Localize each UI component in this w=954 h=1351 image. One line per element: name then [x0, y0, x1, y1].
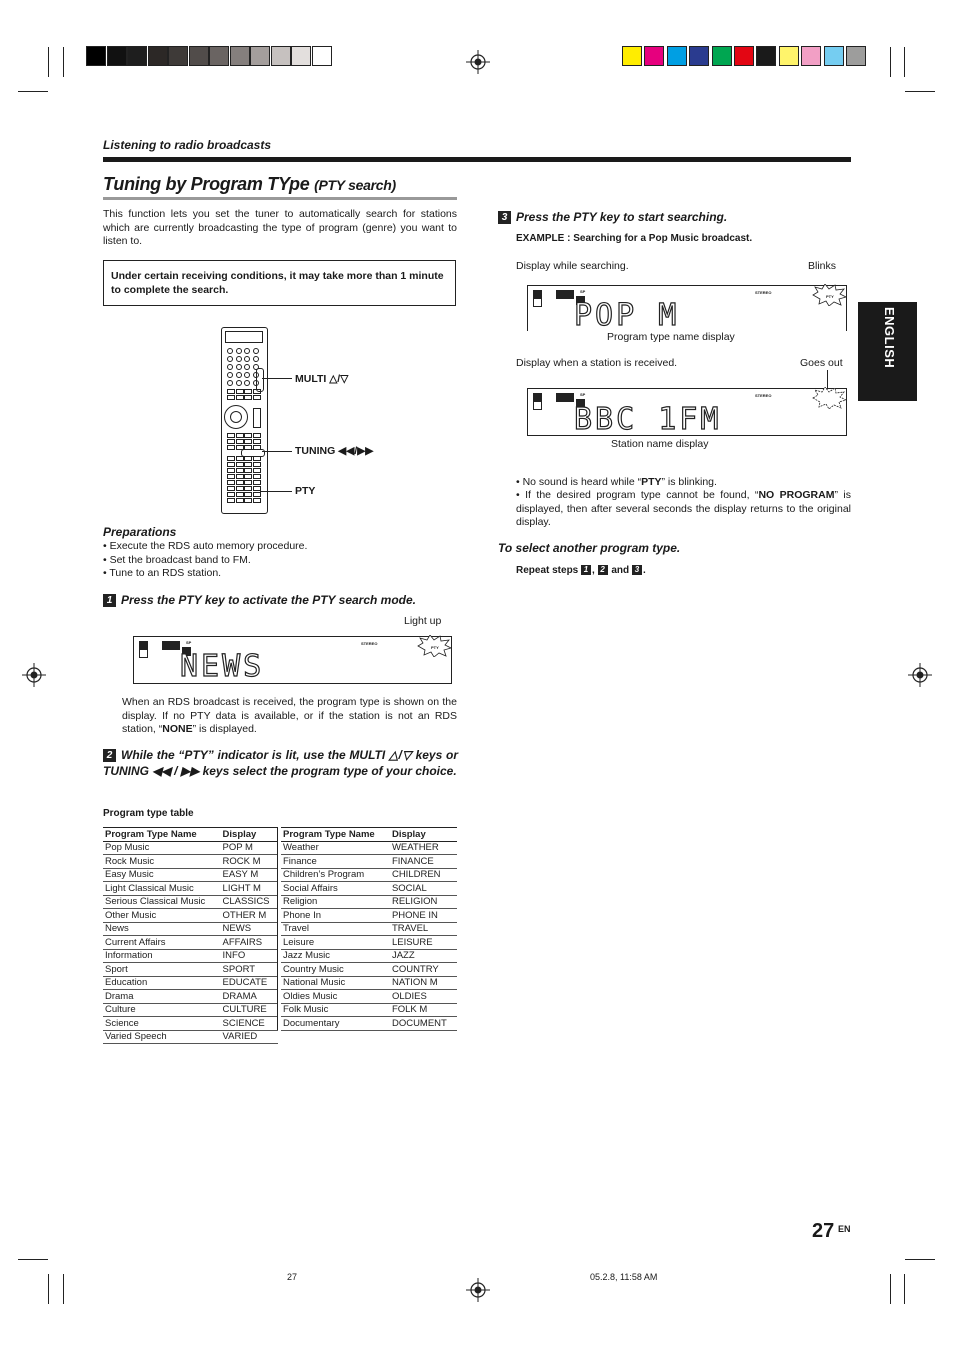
program-type-name: Current Affairs — [103, 936, 221, 950]
color-swatch — [644, 46, 664, 66]
lcd-text: BBC 1FM — [574, 402, 722, 437]
program-type-display: POP M — [221, 841, 278, 855]
gray-swatch — [291, 46, 311, 66]
step3-heading: 3 Press the PTY key to start searching. — [498, 210, 727, 224]
stereo-indicator: STEREO — [755, 393, 772, 398]
program-type-name: Social Affairs — [281, 882, 390, 896]
remote-button — [227, 480, 235, 485]
remote-button — [244, 462, 252, 467]
remote-button — [253, 480, 261, 485]
remote-button — [236, 498, 244, 503]
color-swatch — [689, 46, 709, 66]
remote-button — [227, 445, 235, 450]
gray-swatch — [127, 46, 147, 66]
gray-swatch — [230, 46, 250, 66]
remote-button — [227, 364, 233, 370]
table-row — [103, 976, 278, 990]
table-row — [281, 895, 457, 909]
program-type-name: Pop Music — [103, 841, 221, 855]
program-type-display: SCIENCE — [221, 1017, 278, 1031]
program-type-name: Science — [103, 1017, 221, 1031]
program-type-display: LIGHT M — [221, 882, 278, 896]
page-language: EN — [838, 1224, 851, 1234]
registration-mark-icon — [466, 50, 490, 74]
section-rule — [103, 157, 851, 162]
remote-button — [236, 439, 244, 444]
program-type-display: TRAVEL — [390, 922, 457, 936]
table-row — [103, 1003, 278, 1017]
pty-key-label: PTY — [295, 485, 316, 497]
tuning-key-label: TUNING ◀◀/▶▶ — [295, 445, 374, 457]
table-row — [281, 909, 457, 923]
table-header-row: Program Type Name Display — [103, 828, 278, 842]
remote-button — [236, 462, 244, 467]
remote-button — [253, 439, 261, 444]
remote-button — [236, 364, 242, 370]
preparation-item: • Tune to an RDS station. — [103, 567, 222, 579]
program-type-name: Travel — [281, 922, 390, 936]
table-caption: Program type table — [103, 808, 194, 819]
goes-out-annotation: Goes out — [800, 357, 843, 369]
table-row — [103, 909, 278, 923]
table-row — [281, 1003, 457, 1017]
program-type-name: Leisure — [281, 936, 390, 950]
remote-button — [244, 372, 250, 378]
program-type-display: SPORT — [221, 963, 278, 977]
program-type-display: WEATHER — [390, 841, 457, 855]
step1-heading: 1 Press the PTY key to activate the PTY search mode. — [103, 593, 416, 607]
step-number-badge: 3 — [498, 211, 511, 224]
table-row — [103, 990, 278, 1004]
program-type-name: Serious Classical Music — [103, 895, 221, 909]
program-type-name: Culture — [103, 1003, 221, 1017]
sp-indicator: SP — [580, 289, 586, 294]
preparations-heading: Preparations — [103, 525, 177, 539]
program-type-name: Education — [103, 976, 221, 990]
remote-button — [236, 356, 242, 362]
remote-button — [244, 480, 252, 485]
table-row — [281, 841, 457, 855]
remote-button — [244, 364, 250, 370]
table-row — [103, 1017, 278, 1031]
remote-button — [236, 372, 242, 378]
step-number-badge: 2 — [103, 749, 116, 762]
table-row — [281, 949, 457, 963]
program-type-name: Documentary — [281, 1017, 390, 1031]
program-type-name: Phone In — [281, 909, 390, 923]
remote-button — [236, 433, 244, 438]
remote-button — [236, 348, 242, 354]
multi-key-label: MULTI △/▽ — [295, 373, 349, 385]
remote-button — [253, 462, 261, 467]
lcd-display-pop-m — [527, 285, 847, 331]
remote-button — [244, 498, 252, 503]
remote-button — [244, 468, 252, 473]
footer-timestamp: 05.2.8, 11:58 AM — [590, 1272, 658, 1282]
program-type-name: Country Music — [281, 963, 390, 977]
remote-button — [227, 439, 235, 444]
table-row — [103, 922, 278, 936]
program-type-name: Oldies Music — [281, 990, 390, 1004]
remote-button — [227, 492, 235, 497]
table-row — [103, 855, 278, 869]
program-type-table-right — [281, 827, 457, 1031]
preparation-item: • Set the broadcast band to FM. — [103, 554, 251, 566]
table-row — [281, 936, 457, 950]
gray-swatch — [250, 46, 270, 66]
remote-button — [227, 486, 235, 491]
lcd-text: NEWS — [180, 649, 265, 684]
stereo-indicator: STEREO — [755, 290, 772, 295]
color-swatch — [667, 46, 687, 66]
program-type-name: Sport — [103, 963, 221, 977]
registration-mark-icon — [908, 663, 932, 687]
table-row — [103, 1030, 278, 1044]
program-type-caption: Program type name display — [607, 331, 735, 343]
program-type-display: JAZZ — [390, 949, 457, 963]
program-type-display: OTHER M — [221, 909, 278, 923]
sp-indicator: SP — [580, 392, 586, 397]
program-type-table-left — [103, 827, 278, 1044]
program-type-display: LEISURE — [390, 936, 457, 950]
program-type-display: EASY M — [221, 868, 278, 882]
program-type-name: Jazz Music — [281, 949, 390, 963]
remote-button — [244, 433, 252, 438]
sp-indicator: SP — [186, 640, 192, 645]
remote-button — [253, 468, 261, 473]
language-side-tab — [858, 302, 917, 401]
color-swatch — [846, 46, 866, 66]
remote-button — [236, 380, 242, 386]
tuning-leader-line — [262, 451, 292, 452]
program-type-display: FINANCE — [390, 855, 457, 869]
gray-swatch — [271, 46, 291, 66]
gray-swatch — [107, 46, 127, 66]
remote-button — [236, 389, 244, 394]
gray-swatch — [189, 46, 209, 66]
table-row — [281, 922, 457, 936]
pty-leader-line — [260, 491, 292, 492]
program-type-name: Light Classical Music — [103, 882, 221, 896]
program-type-name: Varied Speech — [103, 1030, 221, 1044]
note-box: Under certain receiving conditions, it may take more than 1 minute to complete the search. — [103, 260, 456, 306]
remote-button — [227, 356, 233, 362]
program-type-display: COUNTRY — [390, 963, 457, 977]
light-up-annotation: Light up — [404, 615, 442, 627]
bullet-item: • No sound is heard while “PTY” is blinking. — [516, 476, 717, 488]
program-type-name: Drama — [103, 990, 221, 1004]
program-type-name: Information — [103, 949, 221, 963]
remote-button — [227, 498, 235, 503]
table-row — [103, 949, 278, 963]
another-type-heading: To select another program type. — [498, 541, 681, 555]
table-row — [281, 882, 457, 896]
program-type-display: DRAMA — [221, 990, 278, 1004]
table-divider — [277, 827, 278, 1030]
remote-button — [236, 395, 244, 400]
remote-button — [253, 348, 259, 354]
color-swatch — [779, 46, 799, 66]
remote-button — [227, 462, 235, 467]
program-type-name: Children’s Program — [281, 868, 390, 882]
color-swatch — [801, 46, 821, 66]
program-type-name: Religion — [281, 895, 390, 909]
color-swatch — [824, 46, 844, 66]
program-type-display: DOCUMENT — [390, 1017, 457, 1031]
remote-button — [253, 474, 261, 479]
lcd-text: POP M — [574, 298, 680, 333]
remote-button — [236, 480, 244, 485]
table-row — [103, 882, 278, 896]
table-row — [281, 855, 457, 869]
footer-page-number: 27 — [287, 1272, 298, 1282]
title-underline — [103, 197, 457, 200]
remote-button — [253, 492, 261, 497]
remote-button — [227, 468, 235, 473]
remote-button — [244, 474, 252, 479]
intro-text: This function lets you set the tuner to automatically search for stations which are currently broadcasting the type of program (genre) you want to listen to. — [103, 208, 457, 247]
lcd-display-bbc-1fm — [527, 388, 847, 436]
language-side-tab-label: ENGLISH — [882, 307, 897, 369]
remote-button — [244, 486, 252, 491]
registration-mark-icon — [466, 1278, 490, 1302]
table-row — [103, 841, 278, 855]
program-type-display: RELIGION — [390, 895, 457, 909]
color-swatch — [756, 46, 776, 66]
remote-button — [244, 395, 252, 400]
step-number-badge: 1 — [103, 594, 116, 607]
lcd-display-news — [133, 636, 452, 684]
remote-control-illustration — [221, 327, 268, 514]
remote-button — [253, 395, 261, 400]
remote-button — [244, 492, 252, 497]
blinks-annotation: Blinks — [808, 260, 837, 272]
bullet-item: • If the desired program type cannot be found, “NO PROGRAM” is displayed, then after several seconds the display returns to the original display. — [516, 489, 852, 528]
table-row — [103, 868, 278, 882]
table-row — [103, 895, 278, 909]
remote-button — [227, 456, 235, 461]
remote-button — [227, 395, 235, 400]
program-type-display: FOLK M — [390, 1003, 457, 1017]
pty-off-burst-icon — [811, 387, 847, 409]
gray-swatch — [86, 46, 106, 66]
preparation-item: • Execute the RDS auto memory procedure. — [103, 540, 308, 552]
table-row — [103, 963, 278, 977]
pty-indicator: PTY — [431, 645, 439, 650]
remote-button — [227, 380, 233, 386]
color-swatch — [734, 46, 754, 66]
remote-button — [244, 439, 252, 444]
multi-leader-line — [262, 378, 292, 379]
pty-indicator: PTY — [826, 294, 834, 299]
program-type-name: Other Music — [103, 909, 221, 923]
remote-button — [244, 389, 252, 394]
table-header-row: Program Type Name Display — [281, 828, 457, 842]
remote-button — [227, 348, 233, 354]
remote-button — [227, 389, 235, 394]
program-type-display: CLASSICS — [221, 895, 278, 909]
page-title: Tuning by Program TYpe (PTY search) — [103, 174, 396, 194]
multi-key-highlight — [256, 368, 264, 392]
stereo-indicator: STEREO — [361, 641, 378, 646]
program-type-display: EDUCATE — [221, 976, 278, 990]
program-type-name: Easy Music — [103, 868, 221, 882]
remote-button — [253, 498, 261, 503]
searching-label: Display while searching. — [516, 260, 629, 272]
received-label: Display when a station is received. — [516, 357, 678, 369]
gray-swatch — [148, 46, 168, 66]
remote-button — [227, 433, 235, 438]
remote-button — [236, 492, 244, 497]
program-type-display: INFO — [221, 949, 278, 963]
color-swatch — [622, 46, 642, 66]
table-row — [281, 990, 457, 1004]
program-type-display: PHONE IN — [390, 909, 457, 923]
table-row — [281, 963, 457, 977]
step2-heading: 2 While the “PTY” indicator is lit, use the MULTI △/▽ keys or TUNING ◀◀ / ▶▶ keys select the program type of your choice. — [103, 748, 458, 778]
remote-button — [236, 486, 244, 491]
step1-body: When an RDS broadcast is received, the program type is shown on the display. If no PTY data is available, or if the station is not an RDS station, “NONE” is displayed. — [122, 696, 457, 735]
station-name-caption: Station name display — [611, 438, 709, 450]
table-row — [281, 868, 457, 882]
remote-button — [236, 474, 244, 479]
registration-mark-icon — [22, 663, 46, 687]
remote-button — [227, 372, 233, 378]
remote-button — [227, 474, 235, 479]
remote-button — [244, 380, 250, 386]
color-swatch — [712, 46, 732, 66]
gray-swatch — [168, 46, 188, 66]
program-type-name: Folk Music — [281, 1003, 390, 1017]
remote-button — [244, 348, 250, 354]
page-number: 27 — [812, 1220, 835, 1242]
remote-button — [253, 433, 261, 438]
program-type-display: AFFAIRS — [221, 936, 278, 950]
table-row — [281, 976, 457, 990]
program-type-name: Rock Music — [103, 855, 221, 869]
table-row — [281, 1017, 457, 1031]
program-type-name: National Music — [281, 976, 390, 990]
remote-button — [253, 356, 259, 362]
remote-button — [244, 356, 250, 362]
gray-swatch — [209, 46, 229, 66]
section-title: Listening to radio broadcasts — [103, 138, 272, 152]
program-type-name: News — [103, 922, 221, 936]
program-type-display: SOCIAL — [390, 882, 457, 896]
program-type-name: Finance — [281, 855, 390, 869]
program-type-display: NATION M — [390, 976, 457, 990]
table-row — [103, 936, 278, 950]
program-type-display: ROCK M — [221, 855, 278, 869]
program-type-display: OLDIES — [390, 990, 457, 1004]
program-type-display: CULTURE — [221, 1003, 278, 1017]
program-type-name: Weather — [281, 841, 390, 855]
program-type-display: CHILDREN — [390, 868, 457, 882]
example-label: EXAMPLE : Searching for a Pop Music broadcast. — [516, 233, 753, 244]
program-type-display: NEWS — [221, 922, 278, 936]
program-type-display: VARIED — [221, 1030, 278, 1044]
repeat-steps-text: Repeat steps 1 , 2 and 3 . — [516, 565, 646, 576]
gray-swatch — [312, 46, 332, 66]
remote-button — [236, 468, 244, 473]
